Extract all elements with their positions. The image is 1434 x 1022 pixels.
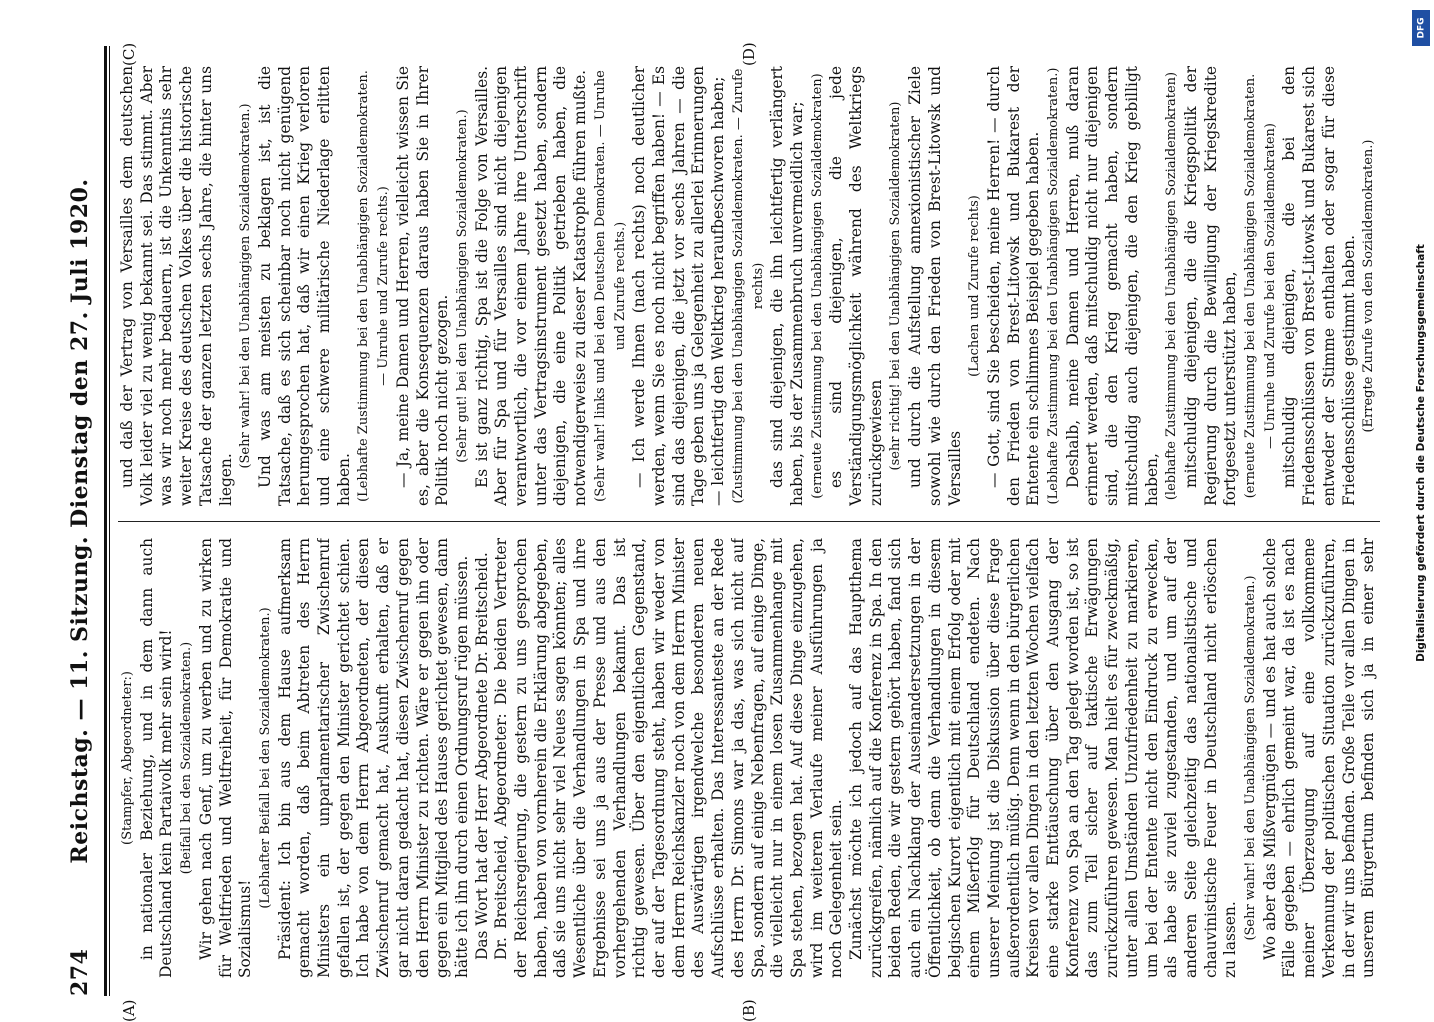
paragraph: (Lebhafter Beifall bei den Sozialdemokraten.) [257, 607, 273, 909]
paragraph: (Sehr wahr! links und bei den Deutschen Demokraten. — Unruhe und Zurufe rechts.) [592, 70, 628, 502]
header-rule [104, 46, 107, 996]
paragraph: es sind diejenigen, die jede Verständigungsmöglichkeit während des Weltkriegs zurückgewiesen [827, 66, 885, 506]
paragraph: (Lebhafte Zustimmung bei den Unabhängigen Sozialdemokraten.) [1046, 67, 1062, 505]
margin-mark-b: (B) [740, 999, 758, 1022]
margin-mark-d: (D) [740, 42, 758, 66]
paragraph: (Sehr wahr! bei den Unabhängigen Sozialdemokraten.) [238, 103, 254, 469]
page-number: 274 [67, 948, 93, 996]
paragraph [1379, 66, 1380, 506]
paragraph: und daß der Vertrag von Versailles dem deutschen Volk leider viel zu wenig bekannt sei. Das stimmt. Aber was wir noch mehr bedauern, ist die Unkenntnis sehr weiter Kreise des deutschen Volkes über die historische Tatsache der ganzen letzten sechs Jahre, die hinter uns liegen. [118, 66, 235, 506]
paragraph: — Ja, meine Damen und Herren, vielleicht wissen Sie es, aber die Konsequenzen daraus haben Sie in Ihrer Politik noch nicht gezogen. [393, 66, 452, 506]
paragraph: (lebhafte Zustimmung bei den Unabhängigen Sozialdemokraten) [1164, 71, 1180, 501]
paragraph: (Beifall bei den Sozialdemokraten.) [179, 641, 195, 875]
paragraph: mitschuldig diejenigen, die die Kriegspolitik der Regierung durch die Bewilligung der Kriegskredite fortgesetzt unterstützt haben, [1181, 66, 1240, 506]
right-column [118, 66, 1380, 506]
paragraph: (Sehr gut! bei den Unabhängigen Sozialdemokraten.) [454, 109, 470, 463]
paragraph: Wo aber das Mißvergnügen — und es hat auch solche Fälle gegeben — ehrlich gemeint war, da ist es nach meiner Überzeugung auf eine vollkommene Verkennung der politischen Situation zurückzuführen, in der wir uns befinden. Große Teile vor allen Dingen in unserem Bürgertum befinden sich ja in einer sehr [1260, 538, 1378, 978]
paragraph: — Gott, sind Sie bescheiden, meine Herren! — durch den Frieden von Brest-Litowsk und Bukarest der Entente ein schlimmes Beispiel gegeben haben. [984, 66, 1043, 506]
column-divider [118, 521, 1380, 522]
paragraph: (Lachen und Zurufe rechts) [967, 195, 983, 377]
paragraph: in nationaler Beziehung, und in dem dann auch Deutschland kein Partaivolk mehr sein wird! [137, 538, 176, 978]
paragraph: (Erregte Zurufe von den Sozialdemokraten.) [1361, 139, 1377, 433]
paragraph: (erneute Zustimmung bei den Unabhängigen Sozialdemokraten) [809, 73, 825, 499]
paragraph: das sind diejenigen, die ihn leichtfertig verlängert haben, bis der Zusammenbruch unvermeidlich war; [768, 66, 806, 506]
page-header [60, 46, 100, 996]
paragraph: Präsident: Ich bin aus dem Hause aufmerksam gemacht worden, daß beim Abtreten des Herrn Ministers ein unparlamentarischer Zwischenruf gefallen ist, der gegen den Minister gerichtet schien. Ich habe von dem Herrn Abgeordneten, der diesen Zwischenruf gemacht hat, Auskunft erhalten, daß er gar nicht daran gedacht hat, diesen Zwischenruf gegen den Herrn Minister zu richten. Wäre er gegen ihn oder gegen ein Mitglied des Hauses gerichtet gewesen, dann hätte ich ihn durch einen Ordnungsruf rügen müssen. [275, 538, 471, 978]
paragraph: — Ich werde Ihnen (nach rechts) noch deutlicher werden, wenn Sie es noch nicht begriffen haben! — Es sind das diejenigen, die jetzt vor sechs Jahren — die Tage geben uns ja Gelegenheit zu allerlei Erinnerungen — leichtfertig den Weltkrieg heraufbeschworen haben; [630, 66, 728, 506]
margin-mark-a: (A) [120, 999, 138, 1022]
scanned-page [60, 42, 1390, 1022]
paragraph: Zunächst möchte ich jedoch auf das Hauptthema zurückgreifen, nämlich auf die Konferenz in Spa. In den beiden Reden, die wir gestern gehört haben, fand sich auch ein Nachklang der Auseinandersetzungen in der Öffentlichkeit, ob denn die Verhandlungen in diesem belgischen Kurort eigentlich mit einem Erfolg oder mit einem Mißerfolg für Deutschland endeten. Nach unserer Meinung ist die Diskussion über diese Frage außerordentlich müßig. Denn wenn in den bürgerlichen Kreisen vor allen Dingen in den letzten Wochen vielfach eine starke Enttäuschung über den Ausgang der Konferenz von Spa an den Tag gelegt worden ist, so ist das zum Teil sicher auf taktische Erwägungen zurückzuführen gewesen. Man hielt es für zweckmäßig, unter allen Umständen Unzufriedenheit zu markieren, um bei der Entente nicht den Eindruck zu erwecken, als habe sie zuviel zugestanden, und um auf der anderen Seite gleichzeitig das nationalistische und chauvinistische Feuer in Deutschland nicht erlöschen zu lassen. [847, 538, 1240, 978]
digitization-sidebar [1412, 4, 1430, 996]
paragraph: Deshalb, meine Damen und Herren, muß daran erinnert werden, daß mitschuldig nicht nur diejenigen sind, die den Krieg gemacht haben, sondern mitschuldig auch diejenigen, die den Krieg gebilligt haben, [1063, 66, 1161, 506]
paragraph: (Zustimmung bei den Unabhängigen Sozialdemokraten. — Zurufe rechts) [730, 68, 766, 504]
paragraph: (erneute Zustimmung bei den Unabhängigen Sozialdemokraten. — Unruhe und Zurufe bei den Sozialdemokraten) [1243, 73, 1278, 499]
paragraph: (Stampfer, Abgeordneter:) [120, 671, 135, 845]
paragraph: (Sehr wahr! bei den Unabhängigen Sozialdemokraten.) [1243, 575, 1259, 941]
paragraph: (sehr richtig! bei den Unabhängigen Sozialdemokraten) [888, 101, 904, 471]
digitization-note: Digitalisierung gefördert durch die Deutsche Forschungsgemeinschaft [1415, 244, 1427, 662]
paragraph: Es ist ganz richtig, Spa ist die Folge von Versailles. Aber für Spa und für Versailles sind nicht diejenigen verantwortlich, die vor einem Jahre ihre Unterschrift unter das Vertragsinstrument gesetzt haben, sondern diejenigen, die eine Politik getrieben haben, die notwendigerweise zu dieser Katastrophe führen mußte. [472, 66, 590, 506]
paragraph: und durch die Aufstellung annexionistischer Ziele sowohl wie durch den Frieden von Brest-Litowsk und Versailles [906, 66, 964, 506]
left-column [118, 538, 1380, 978]
paragraph: mitschuldig diejenigen, die bei den Friedensschlüssen von Brest-Litowsk und Bukarest sich entweder der Stimme enthalten oder sogar für diese Friedensschlüsse gestimmt haben. [1280, 66, 1358, 506]
paragraph: Dr. Breitscheid, Abgeordneter: Die beiden Vertreter der Reichsregierung, die gestern zu uns gesprochen haben, haben von vornherein die Erklärung abgegeben, daß sie uns nicht sehr viel Neues sagen könnten; alles Wesentliche über die Verhandlungen in Spa und ihre Ergebnisse sei uns ja aus der Presse und aus den vorhergehenden Verhandlungen bekannt. Das ist richtig gewesen. Über den eigentlichen Gegenstand, der auf der Tagesordnung steht, haben wir weder von dem Herrn Reichskanzler noch von dem Herrn Minister des Auswärtigen irgendwelche besonderen neuen Aufschlüsse erhalten. Das Interessanteste an der Rede des Herrn Dr. Simons war ja das, was sich nicht auf Spa, sondern auf einige Nebenfragen, auf einige Dinge, die vielleicht nur in einem losen Zusammenhange mit Spa stehen, bezogen hat. Auf diese Dinge einzugehen, wird im weiteren Verlaufe meiner Ausführungen ja noch Gelegenheit sein. [492, 538, 846, 978]
dfg-logo: DFG [1412, 10, 1430, 46]
header-rule-thin [109, 46, 110, 996]
paragraph: Das Wort hat der Herr Abgeordnete Dr. Breitscheid. [472, 552, 491, 960]
paragraph: (Lebhafte Zustimmung bei den Unabhängigen Sozialdemokraten. — Unruhe und Zurufe rechts.) [356, 70, 392, 502]
paragraph: Und was am meisten zu beklagen ist, ist die Tatsache, daß es sich scheinbar noch nicht genügend herumgesprochen hat, daß wir einen Krieg verloren und eine schwere militärische Niederlage erlitten haben. [255, 66, 353, 506]
page-title: Reichstag. — 11. Sitzung. Dienstag den 27. Juli 1920. [67, 178, 93, 864]
margin-mark-c: (C) [120, 42, 138, 66]
paragraph: Wir gehen nach Genf, um zu werben und zu wirken für Weltfrieden und Weltfreiheit, für Demokratie und Sozialismus! [196, 538, 255, 978]
